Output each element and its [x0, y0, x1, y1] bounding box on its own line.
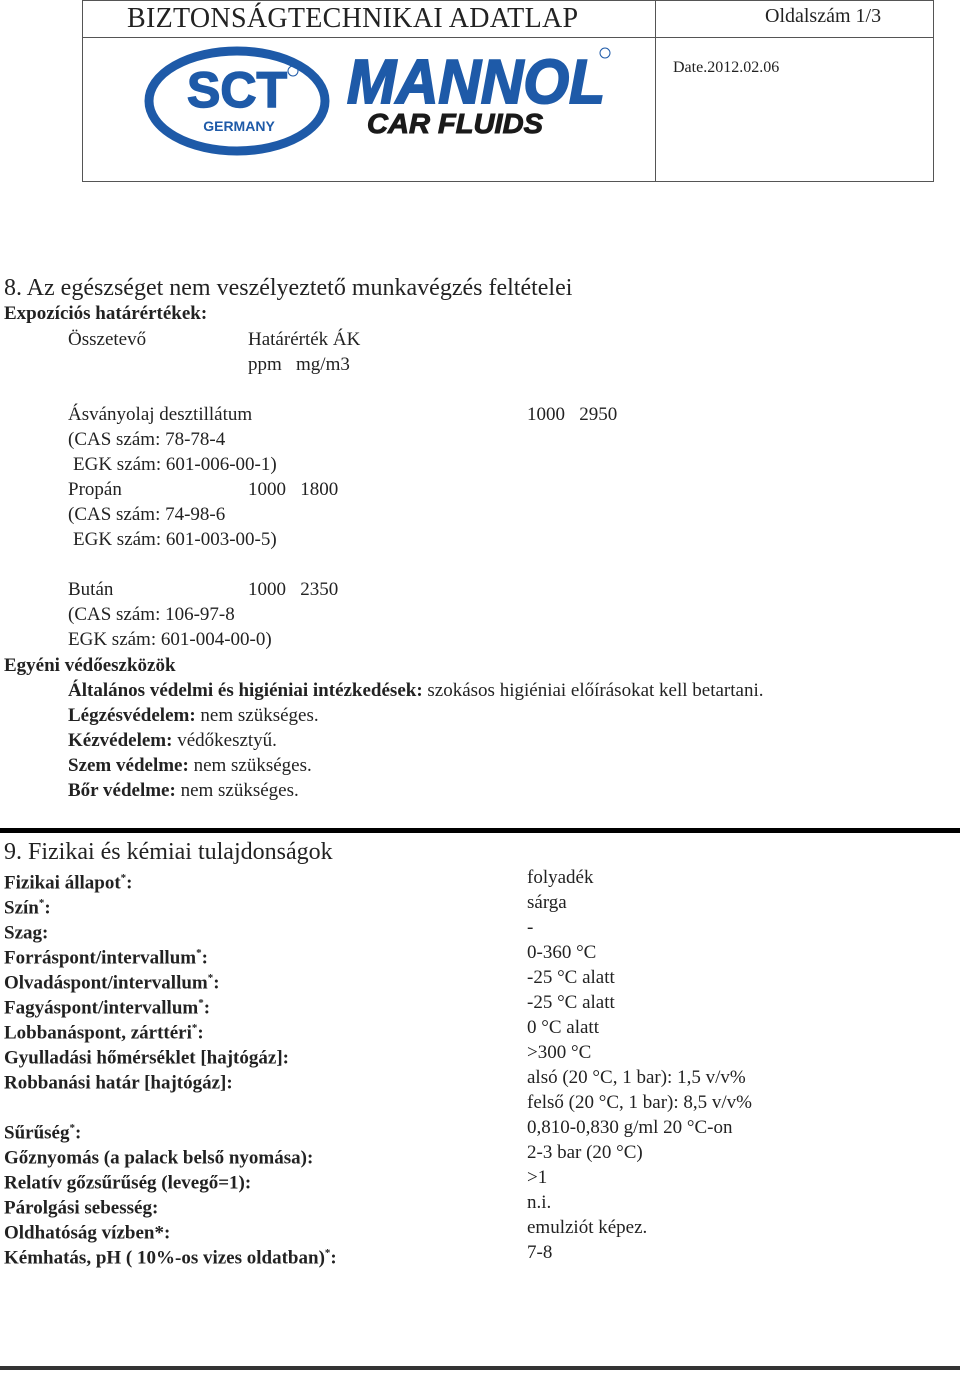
property-label-text: Gyulladási hőmérséklet [hajtógáz]:	[4, 1047, 289, 1069]
property-footnote-mark: *	[69, 1122, 75, 1134]
property-label	[4, 967, 220, 994]
property-label-text: Sűrűség	[4, 1122, 70, 1144]
property-label-colon: :	[203, 997, 211, 1019]
property-label-text: Robbanási határ [hajtógáz]:	[4, 1072, 233, 1094]
property-label-text: Gőznyomás (a palack belső nyomása):	[4, 1147, 314, 1169]
ppe-respiratory	[68, 705, 319, 727]
property-label	[4, 1217, 170, 1244]
property-label-text: Párolgási sebesség:	[4, 1197, 159, 1219]
property-value: 0 °C alatt	[527, 1017, 599, 1038]
property-label-colon: :	[126, 872, 133, 894]
property-footnote-mark: *	[38, 897, 45, 909]
property-footnote-mark: *	[120, 872, 127, 884]
property-footnote-mark: *	[198, 997, 204, 1009]
property-footnote-mark: *	[191, 1022, 198, 1034]
property-label-colon: :	[197, 1022, 204, 1044]
page-bottom-rule	[0, 1366, 960, 1370]
component-egk: EGK szám: 601-004-00-0)	[68, 629, 272, 650]
ppe-eye-label: Szem védelme:	[68, 755, 189, 776]
property-value: -25 °C alatt	[527, 992, 615, 1013]
page-number: Oldalszám 1/3	[765, 5, 882, 27]
document-header	[82, 0, 934, 182]
ppe-general-value: szokásos higiéniai előírásokat kell betartani.	[422, 680, 764, 701]
ppe-hand	[68, 730, 277, 752]
component-cas: (CAS szám: 106-97-8	[68, 604, 235, 625]
property-label-text: Fizikai állapot	[4, 872, 121, 894]
ppe-respiratory-label: Légzésvédelem:	[68, 705, 196, 726]
property-label-text: Szag:	[4, 922, 49, 944]
column-header-component: Összetevő	[68, 329, 147, 350]
document-title: BIZTONSÁGTECHNIKAI ADATLAP	[127, 3, 579, 34]
ppe-hand-value: védőkesztyű.	[172, 730, 277, 751]
property-value: n.i.	[527, 1192, 552, 1213]
property-value: emulziót képez.	[527, 1217, 648, 1238]
document-date: Date.2012.02.06	[673, 59, 780, 76]
component-values: 1000 2950	[527, 404, 618, 425]
exposure-heading: Expozíciós határértékek:	[4, 303, 208, 324]
property-label	[4, 867, 132, 894]
component-values: 1000 2350	[248, 579, 339, 600]
component-cas: (CAS szám: 74-98-6	[68, 504, 226, 525]
property-footnote-mark: *	[324, 1247, 331, 1259]
property-label-colon: :	[74, 1122, 82, 1144]
component-values: 1000 1800	[248, 479, 339, 500]
property-label-text: Forráspont/intervallum	[4, 947, 197, 969]
property-label-text: Relatív gőzsűrűség (levegő=1):	[4, 1172, 252, 1194]
property-label	[4, 1042, 289, 1069]
component-cas: (CAS szám: 78-78-4	[68, 429, 226, 450]
ppe-heading: Egyéni védőeszközök	[4, 655, 176, 676]
property-value: folyadék	[527, 867, 594, 888]
logo-mannol-text: MANNOL	[347, 48, 605, 117]
ppe-skin-value: nem szükséges.	[175, 780, 299, 801]
property-label	[4, 1117, 81, 1144]
property-value: 0-360 °C	[527, 942, 597, 963]
section-divider	[0, 828, 960, 833]
component-egk: EGK szám: 601-003-00-5)	[73, 529, 277, 550]
column-header-limit: Határérték ÁK	[248, 329, 361, 350]
header-divider-vertical	[655, 1, 656, 181]
ppe-eye-value: nem szükséges.	[188, 755, 312, 776]
property-label	[4, 992, 210, 1019]
ppe-skin	[68, 780, 299, 802]
property-label-colon: :	[330, 1247, 337, 1269]
component-egk: EGK szám: 601-006-00-1)	[73, 454, 277, 475]
logo-car-fluids-text: CAR FLUIDS	[367, 108, 544, 139]
property-footnote-mark: *	[207, 972, 214, 984]
property-label-text: Fagyáspont/intervallum	[4, 997, 199, 1019]
ppe-eye	[68, 755, 312, 777]
property-label	[4, 1242, 337, 1269]
logo-germany-text: GERMANY	[203, 118, 275, 134]
component-name: Ásványolaj desztillátum	[68, 404, 253, 425]
ppe-skin-label: Bőr védelme:	[68, 780, 176, 801]
ppe-hand-label: Kézvédelem:	[68, 730, 173, 751]
column-header-units: ppm mg/m3	[248, 354, 350, 375]
property-value: -25 °C alatt	[527, 967, 615, 988]
ppe-general	[68, 680, 764, 702]
property-label	[4, 1067, 233, 1094]
property-value: alsó (20 °C, 1 bar): 1,5 v/v%	[527, 1067, 746, 1088]
property-label-text: Szín	[4, 897, 39, 919]
property-label-text: Oldhatóság vízben*:	[4, 1222, 171, 1244]
property-label-text: Lobbanáspont, zárttéri	[4, 1022, 192, 1044]
section8-title: 8. Az egészséget nem veszélyeztető munkavégzés feltételei	[4, 275, 573, 301]
property-label-text: Kémhatás, pH ( 10%-os vizes oldatban)	[4, 1247, 325, 1269]
property-value: >300 °C	[527, 1042, 592, 1063]
logo-sct-text: SCT	[187, 62, 287, 118]
property-label	[4, 1167, 251, 1194]
property-value: 7-8	[527, 1242, 553, 1263]
ppe-general-label: Általános védelmi és higiéniai intézkedések:	[68, 680, 423, 701]
property-value: >1	[527, 1167, 548, 1188]
property-value: -	[527, 917, 534, 938]
property-label	[4, 1017, 204, 1044]
section9-title: 9. Fizikai és kémiai tulajdonságok	[4, 839, 333, 865]
property-footnote-mark: *	[196, 947, 202, 959]
sct-mannol-logo	[143, 41, 623, 161]
property-label-colon: :	[213, 972, 220, 994]
property-label	[4, 1142, 313, 1169]
property-label	[4, 942, 208, 969]
component-name: Propán	[68, 479, 122, 500]
component-name: Bután	[68, 579, 114, 600]
property-label-text: Olvadáspont/intervallum	[4, 972, 208, 994]
header-divider-horizontal	[83, 37, 933, 38]
property-label	[4, 917, 48, 944]
property-value: 2-3 bar (20 °C)	[527, 1142, 643, 1163]
ppe-respiratory-value: nem szükséges.	[195, 705, 319, 726]
property-label	[4, 1192, 158, 1219]
property-label-colon: :	[44, 897, 51, 919]
property-value: 0,810-0,830 g/ml 20 °C-on	[527, 1117, 733, 1138]
property-label-colon: :	[201, 947, 208, 969]
property-value: sárga	[527, 892, 567, 913]
property-value: felső (20 °C, 1 bar): 8,5 v/v%	[527, 1092, 753, 1113]
property-label	[4, 892, 51, 919]
